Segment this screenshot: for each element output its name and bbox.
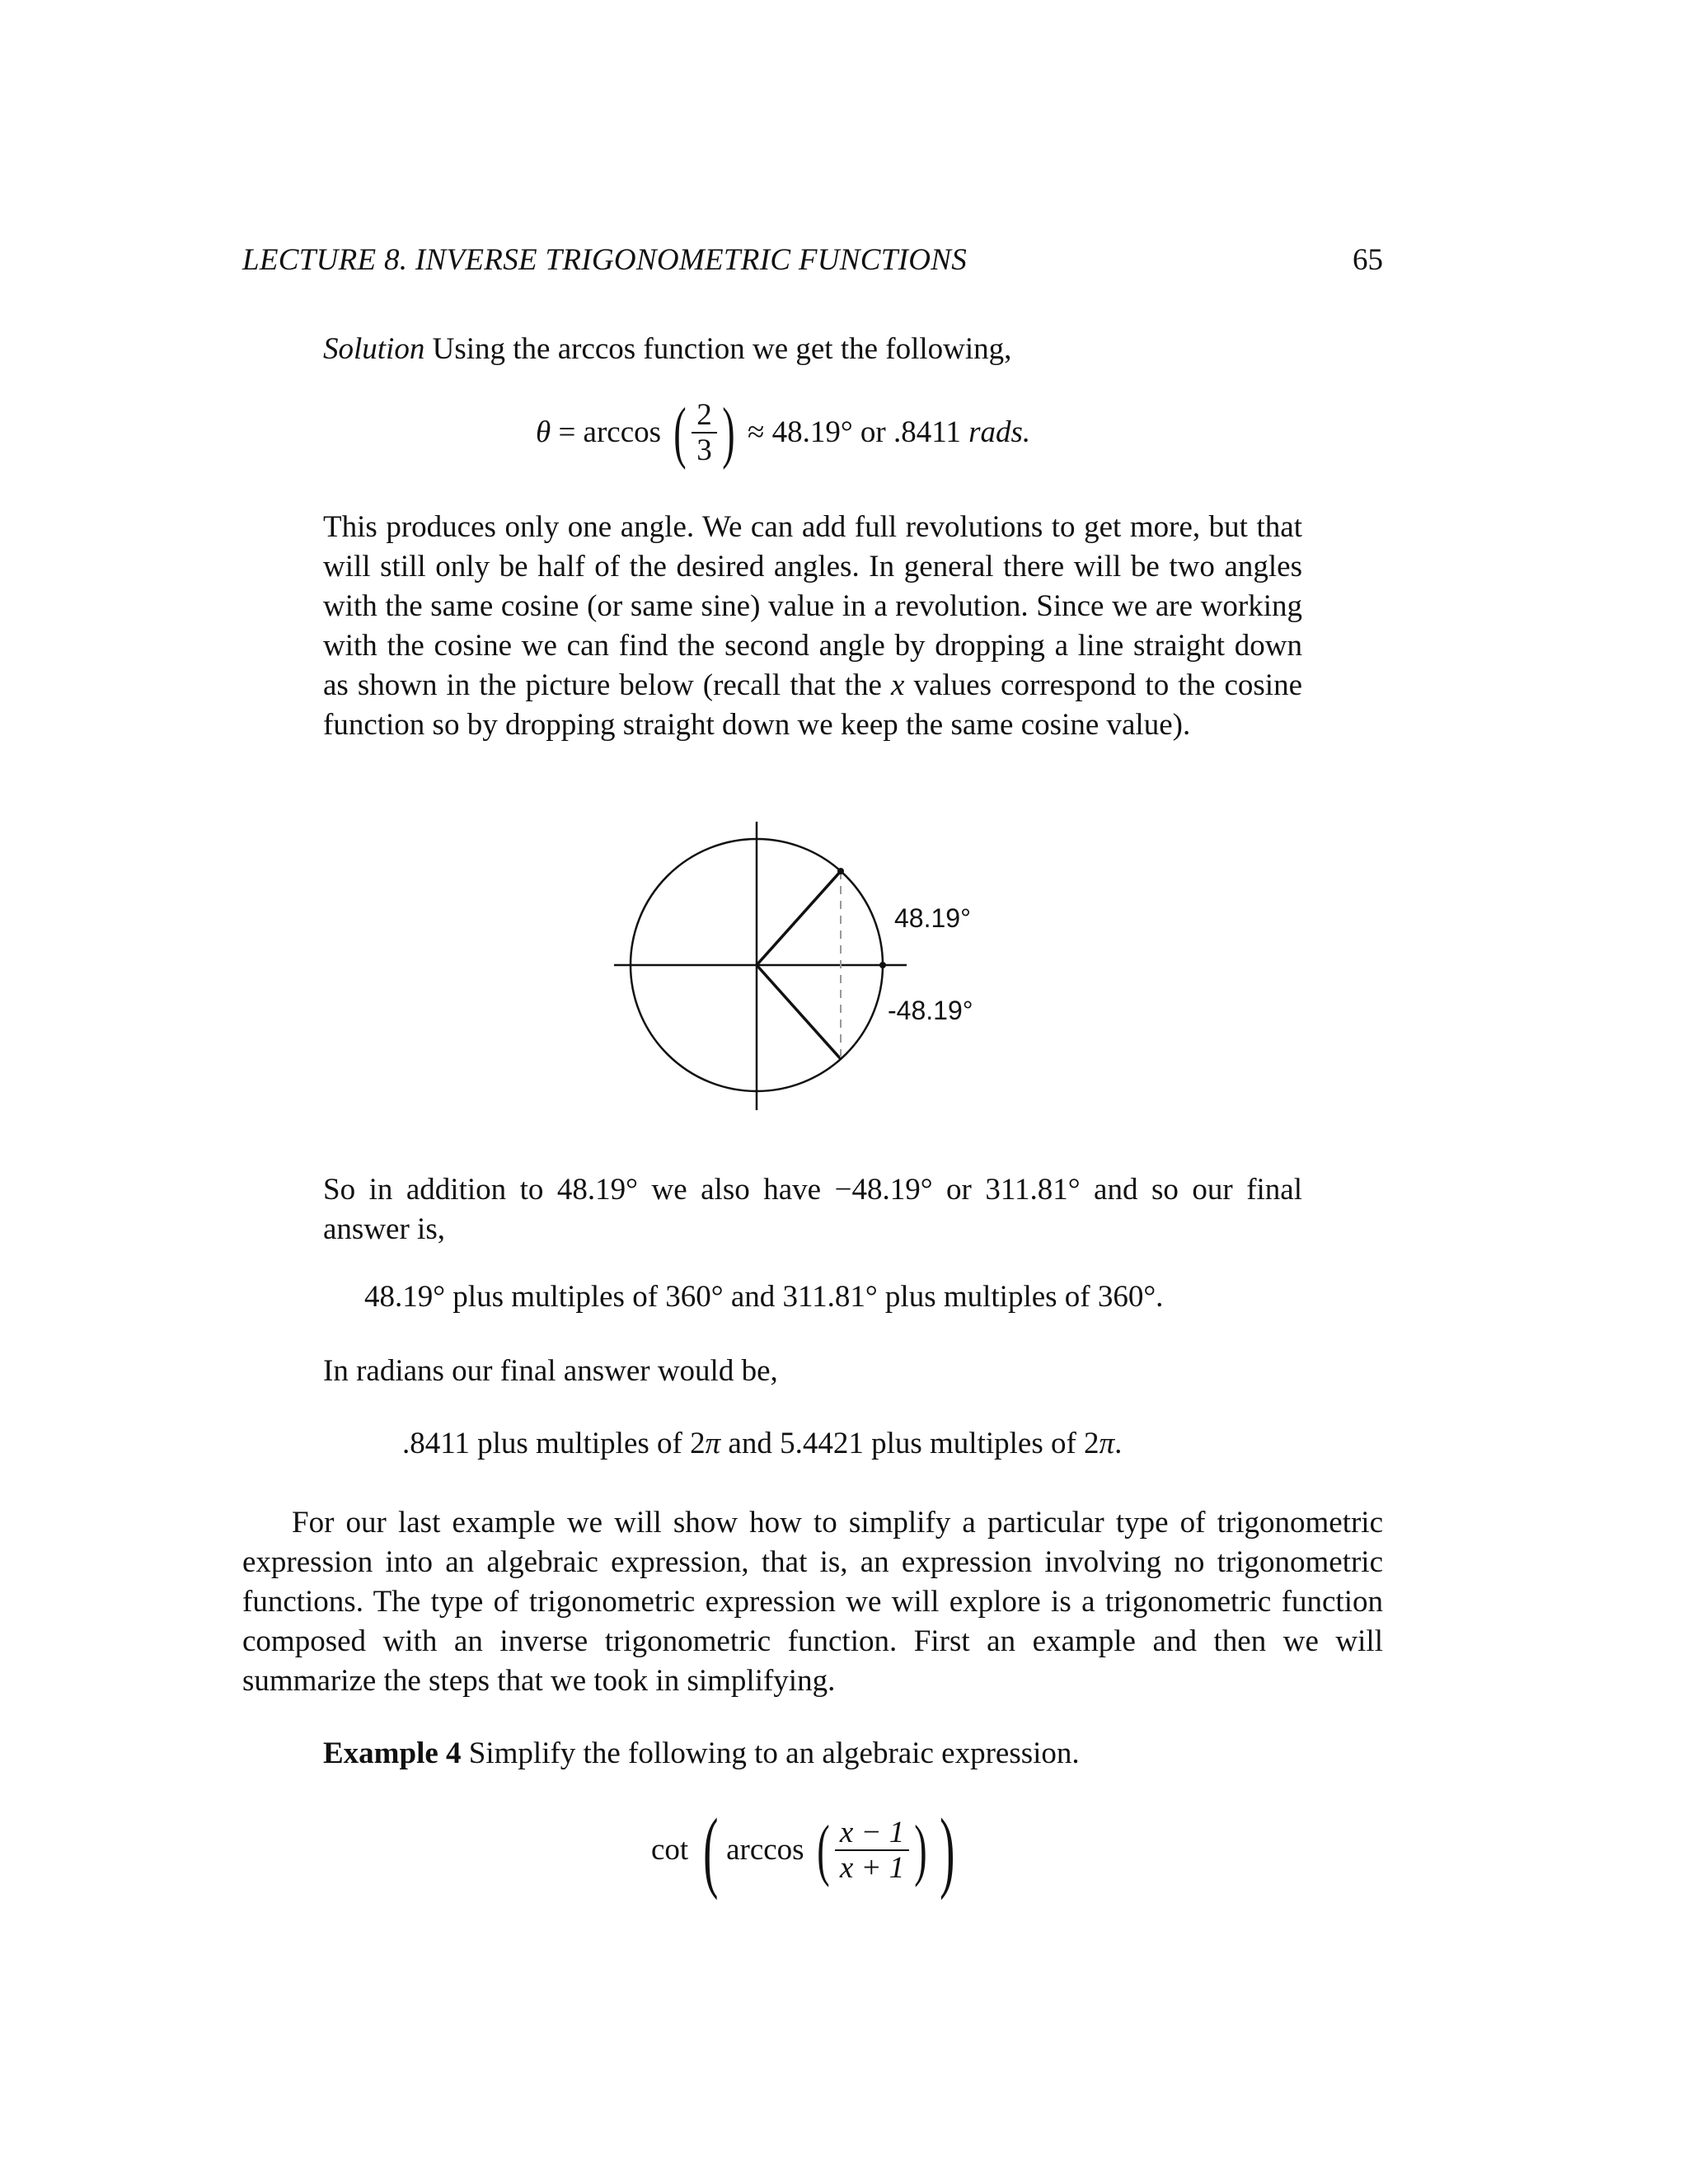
fraction-two-thirds [692,398,717,467]
inner-left-paren: ( [817,1811,830,1888]
example-4-equation [651,1797,963,1904]
solution-intro [323,330,1302,369]
fraction-numerator: x − 1 [835,1816,909,1851]
paragraph-explanation [323,508,1302,745]
chapter-title: LECTURE 8. INVERSE TRIGONOMETRIC FUNCTIONS [242,243,968,277]
fraction-denominator: x + 1 [839,1851,905,1885]
answer-radians-part-b: and 5.4421 plus multiples of 2 [720,1427,1100,1460]
answer-radians-part-a: .8411 plus multiples of 2 [402,1427,706,1460]
equation-units: rads. [968,415,1031,449]
x-variable: x [891,668,905,702]
unit-circle-figure [610,820,1022,1117]
answer-radians-end: . [1114,1427,1123,1460]
solution-label: Solution [323,332,425,366]
pi-symbol-1: π [705,1427,721,1460]
arccos-function: arccos [726,1833,804,1867]
answer-degrees: 48.19° plus multiples of 360° and 311.81° plus multiples of 360°. [364,1280,1164,1314]
fraction-x-minus-1-over-x-plus-1 [835,1816,909,1885]
paragraph-text-b: values correspond to the cosine function so by dropping straight down we keep the same cosine value). [323,668,1302,742]
right-paren: ) [722,394,735,471]
outer-right-paren: ) [940,1800,955,1900]
answer-radians [402,1424,1122,1464]
radius-negative-angle [757,965,841,1059]
upper-point [837,868,844,874]
outer-left-paren: ( [703,1800,719,1900]
radians-intro: In radians our final answer would be, [323,1354,778,1388]
example-4-statement [323,1734,1302,1774]
page-number: 65 [1353,243,1383,277]
left-paren: ( [673,394,687,471]
cot-function: cot [651,1833,689,1867]
equals-arccos: = arccos [558,415,662,449]
paragraph-additional-angle: So in addition to 48.19° we also have −48.19° or 311.81° and so our final answer is, [323,1173,1302,1246]
x-axis-point [879,962,886,968]
example-4-text: Simplify the following to an algebraic expression. [468,1736,1080,1770]
theta-symbol: θ [536,415,551,449]
label-negative-48-19: -48.19° [888,996,973,1025]
equation-result: ≈ 48.19° or .8411 [748,415,961,449]
solution-intro-text: Using the arccos function we get the following, [432,332,1012,366]
label-48-19: 48.19° [894,903,971,933]
pi-symbol-2: π [1099,1427,1115,1460]
radius-positive-angle [757,871,841,965]
paragraph-text-a: This produces only one angle. We can add full revolutions to get more, but that will still only be half of the desired angles. In general there will be two angles with the same cosine (or same sine) value in a revolution. Since we are working with the cosine we can find the second angle by dropping a line straight down as shown in the picture below (recall that the [323,510,1302,702]
fraction-numerator: 2 [692,398,717,434]
inner-right-paren: ) [914,1811,927,1888]
running-header [242,241,1383,280]
paragraph-last-example: For our last example we will show how to simplify a particular type of trigonometric expression into an algebraic expression, that is, an expression involving no trigonometric functions. The type of trigonometric expression we will explore is a trigonometric function composed with an inverse trigonometric function. First an example and then we will summarize the steps that we took in simplifying. [242,1506,1383,1698]
example-4-label: Example 4 [323,1736,462,1770]
equation-theta [536,387,1030,478]
fraction-denominator: 3 [696,434,712,467]
